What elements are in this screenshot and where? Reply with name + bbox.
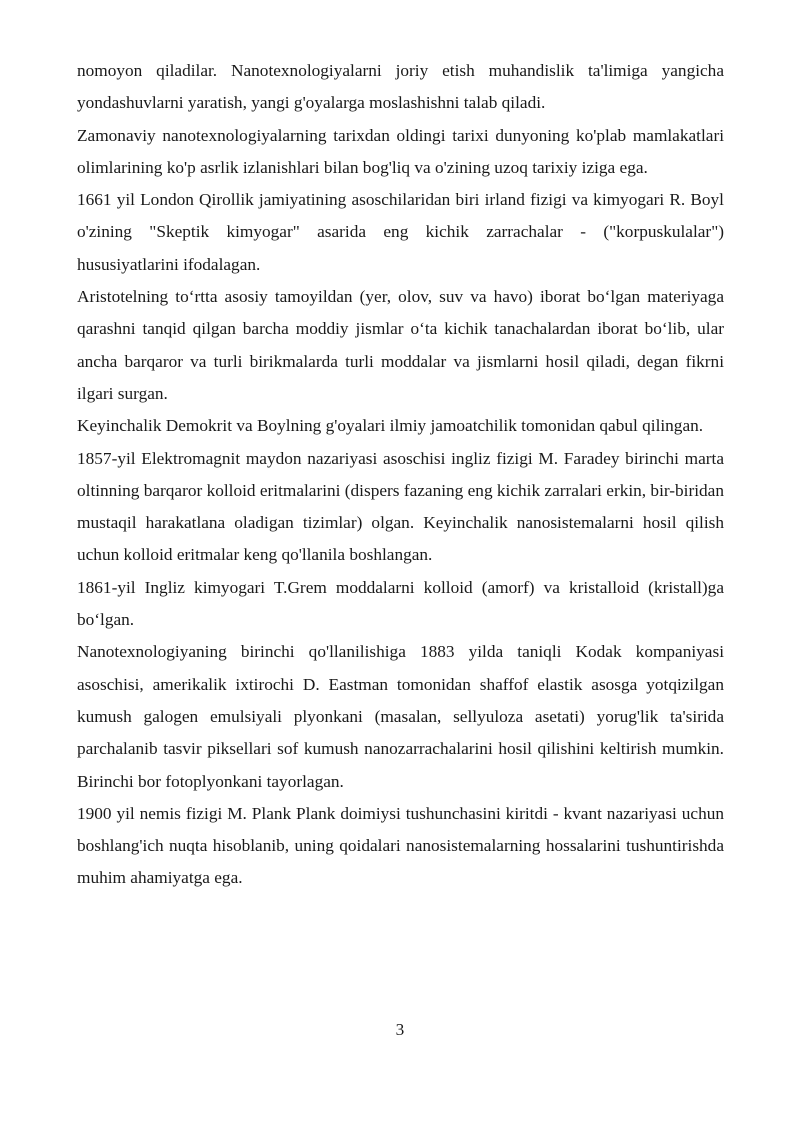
paragraph: 1900 yil nemis fizigi M. Plank Plank doimiysi tushunchasini kiritdi - kvant nazariyasi uchun boshlang'ich nuqta hisoblanib, uning qoidalari nanosistemalarning hossalarini tushuntirishda muhim ahamiyatga ega. — [77, 803, 724, 888]
paragraph: Zamonaviy nanotexnologiyalarning tarixdan oldingi tarixi dunyoning ko'plab mamlakatlari olimlarining ko'p asrlik izlanishlari bilan bog'liq va o'zining uzoq tarixiy iziga ega. — [77, 125, 724, 177]
paragraph: Nanotexnologiyaning birinchi qo'llanilishiga 1883 yilda taniqli Kodak kompaniyasi asoschisi, amerikalik ixtirochi D. Eastman tomonidan shaffof elastik asosga yotqizilgan kumush galogen emulsiyali plyonkani (masalan, sellyuloza asetati) yorug'lik ta'sirida parchalanib tasvir piksellari sof kumush nanozarrachalarini hosil qilishini keltirish mumkin. Birinchi bor fotoplyonkani tayorlagan. — [77, 642, 724, 791]
paragraph: 1661 yil London Qirollik jamiyatining asoschilaridan biri irland fizigi va kimyogari R. Boyl o'zining "Skeptik kimyogar" asarida eng kichik zarrachalar - ("korpuskulalar") hususiyatlarini ifodalagan. — [77, 190, 724, 274]
page-number: 3 — [395, 1020, 405, 1039]
paragraph: 1857-yil Elektromagnit maydon nazariyasi asoschisi ingliz fizigi M. Faradey birinchi marta oltinning barqaror kolloid eritmalarini (dispers fazaning eng kichik zarralari erkin, bir-biridan mustaqil harakatlana oladigan tizimlar) olgan. Keyinchalik nanosistemalarni hosil qilish uchun kolloid eritmalar keng qo'llanila boshlangan. — [77, 448, 724, 565]
page-body — [77, 55, 724, 895]
paragraph: 1861-yil Ingliz kimyogari T.Grem moddalarni kolloid (amorf) va kristalloid (kristall)ga bo‘lgan. — [77, 577, 724, 630]
paragraph: nomoyon qiladilar. Nanotexnologiyalarni joriy etish muhandislik ta'limiga yangicha yondashuvlarni yaratish, yangi g'oyalarga moslashishni talab qiladi. — [77, 61, 724, 113]
paragraph: Keyinchalik Demokrit va Boylning g'oyalari ilmiy jamoatchilik tomonidan qabul qilingan. — [77, 416, 704, 436]
paragraph: Aristotelning to‘rtta asosiy tamoyildan (yer, olov, suv va havo) iborat bo‘lgan materiyaga qarashni tanqid qilgan barcha moddiy jismlar o‘ta kichik tanachalardan iborat bo‘lib, ular ancha barqaror va turli birikmalarda turli moddalar va jismlarni hosil qiladi, degan fikrni ilgari surgan. — [77, 287, 724, 403]
